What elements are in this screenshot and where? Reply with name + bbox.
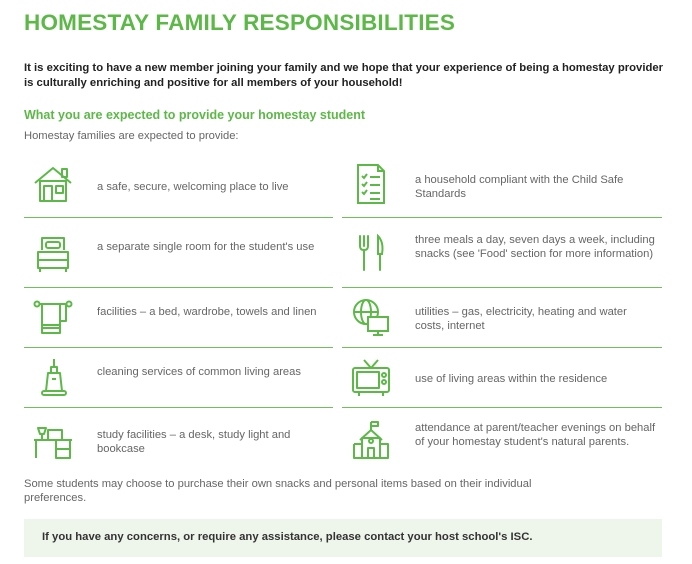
provision-text: utilities – gas, electricity, heating and water costs, internet — [415, 306, 627, 332]
contact-callout — [24, 519, 662, 557]
bed-icon — [32, 232, 74, 274]
vacuum-cleaner-icon — [32, 357, 74, 399]
provision-text: use of living areas within the residence — [415, 373, 608, 385]
provision-item — [24, 288, 333, 348]
provision-item — [24, 218, 333, 288]
school-building-icon — [350, 420, 392, 462]
page-title: HOMESTAY FAMILY RESPONSIBILITIES — [24, 10, 456, 35]
house-icon — [32, 163, 74, 205]
section-subheading: What you are expected to provide your homestay student — [24, 108, 366, 122]
provision-text: attendance at parent/teacher evenings on behalf of your homestay student's natural parents. — [415, 422, 656, 448]
provision-item — [342, 408, 662, 474]
television-icon — [350, 357, 392, 399]
checklist-icon — [350, 163, 392, 205]
provision-text: a household compliant with the Child Safe Standards — [415, 174, 624, 200]
provision-text: a separate single room for the student's use — [97, 241, 315, 253]
provision-item — [342, 150, 662, 218]
towel-rack-icon — [32, 297, 74, 339]
provision-item — [24, 348, 333, 408]
provision-text: study facilities – a desk, study light and bookcase — [97, 429, 291, 455]
lead-text: Homestay families are expected to provide: — [24, 130, 239, 142]
globe-monitor-icon — [350, 297, 392, 339]
fork-knife-icon — [350, 232, 392, 274]
provision-item — [342, 288, 662, 348]
provision-item — [24, 150, 333, 218]
provision-item — [342, 218, 662, 288]
provision-item — [24, 408, 333, 474]
intro-paragraph: It is exciting to have a new member joining your family and we hope that your experience of being a homestay provider is culturally enriching and positive for all members of your household! — [24, 62, 664, 89]
provision-item — [342, 348, 662, 408]
provision-text: three meals a day, seven days a week, including snacks (see 'Food' section for more information) — [415, 234, 655, 260]
footnote: Some students may choose to purchase their own snacks and personal items based on their individual preferences. — [24, 478, 532, 504]
provision-text: facilities – a bed, wardrobe, towels and linen — [97, 306, 317, 318]
provision-text: cleaning services of common living areas — [97, 366, 301, 378]
desk-lamp-icon — [32, 420, 74, 462]
contact-text: If you have any concerns, or require any assistance, please contact your host school's ISC. — [42, 531, 533, 543]
provision-text: a safe, secure, welcoming place to live — [97, 181, 289, 193]
